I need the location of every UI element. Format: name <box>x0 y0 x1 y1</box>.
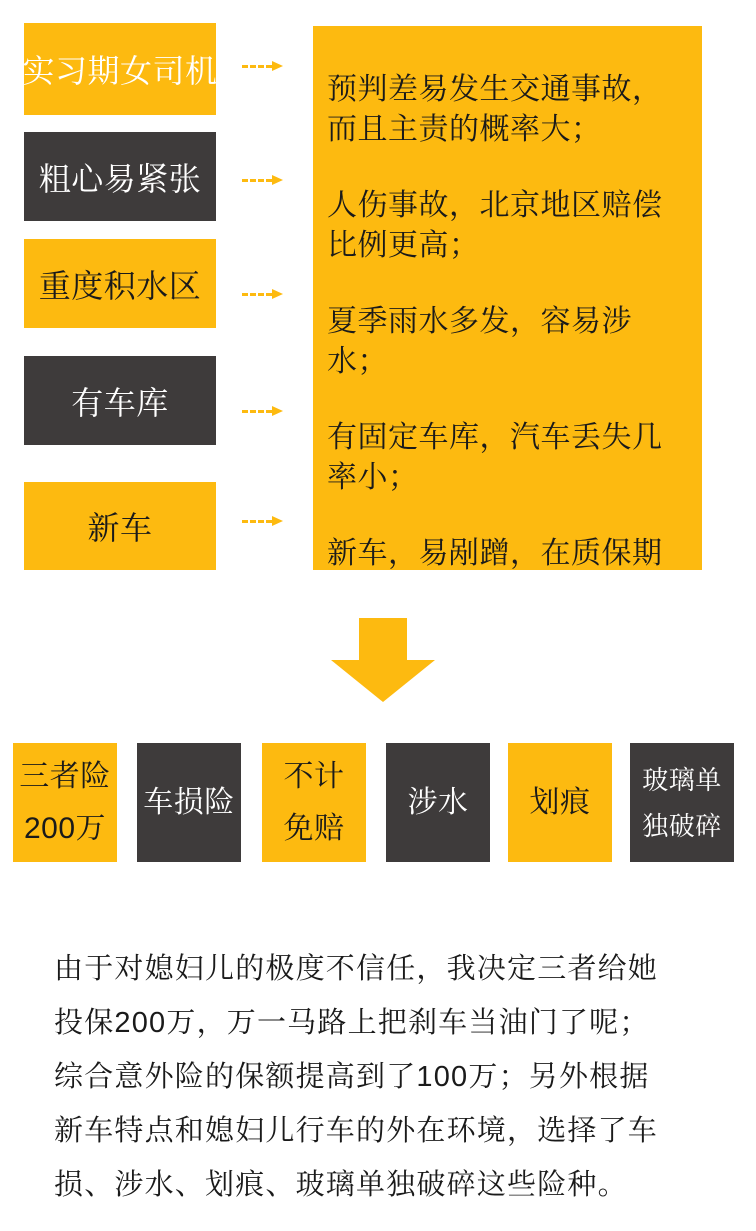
arrow-head <box>272 406 283 416</box>
explanation-paragraph: 新车，易剐蹭，在质保期 <box>327 537 663 570</box>
arrow-head <box>272 516 283 526</box>
coverage-label: 车损险 <box>143 785 235 819</box>
dashed-arrow-icon <box>242 175 283 187</box>
dashed-arrow-icon <box>242 406 283 418</box>
coverage-label: 独破碎 <box>642 810 722 841</box>
coverage-box-wading <box>386 743 490 862</box>
explanation-paragraph: 有固定车库，汽车丢失几率小； <box>327 421 663 494</box>
footer-line: 投保200万，万一马路上把刹车当油门了呢； <box>54 1007 650 1039</box>
down-arrow-icon <box>331 618 435 702</box>
arrow-dash <box>242 179 272 182</box>
coverage-box-third-party <box>13 743 117 862</box>
coverage-box-deductible-waiver <box>262 743 366 862</box>
factor-box-flood-area: 重度积水区 <box>24 239 216 328</box>
arrow-dash <box>242 520 272 523</box>
coverage-label: 不计 <box>283 759 345 793</box>
arrow-head <box>272 289 283 299</box>
coverage-box-vehicle-damage <box>137 743 241 862</box>
factor-box-has-garage: 有车库 <box>24 356 216 445</box>
footer-line: 新车特点和媳妇儿行车的外在环境，选择了车 <box>54 1115 659 1147</box>
dashed-arrow-icon <box>242 516 283 528</box>
explanation-paragraph: 预判差易发生交通事故，而且主责的概率大； <box>327 73 663 146</box>
coverage-label: 涉水 <box>407 785 469 819</box>
coverage-box-scratch <box>508 743 612 862</box>
dashed-arrow-icon <box>242 61 283 73</box>
factor-box-novice-female-driver: 实习期女司机 <box>24 23 216 115</box>
coverage-label: 免赔 <box>283 811 345 845</box>
coverage-label: 200万 <box>23 811 107 845</box>
explanation-paragraph: 夏季雨水多发，容易涉水； <box>327 305 632 378</box>
coverage-label: 划痕 <box>529 785 591 819</box>
arrow-dash <box>242 293 272 296</box>
footer-line: 综合意外险的保额提高到了100万；另外根据 <box>54 1061 650 1093</box>
explanation-paragraph: 人伤事故，北京地区赔偿比例更高； <box>327 189 663 262</box>
arrow-head <box>272 61 283 71</box>
coverage-label: 三者险 <box>19 759 111 793</box>
coverage-box-glass-breakage <box>630 743 734 862</box>
factor-box-new-car: 新车 <box>24 482 216 570</box>
factor-box-careless-nervous: 粗心易紧张 <box>24 132 216 221</box>
arrow-dash <box>242 410 272 413</box>
footer-line: 由于对媳妇儿的极度不信任，我决定三者给她 <box>54 953 659 985</box>
arrow-dash <box>242 65 272 68</box>
footer-line: 损、涉水、划痕、玻璃单独破碎这些险种。 <box>54 1169 628 1201</box>
coverage-label: 玻璃单 <box>642 764 722 795</box>
explanation-panel <box>313 26 702 570</box>
dashed-arrow-icon <box>242 289 283 301</box>
arrow-head <box>272 175 283 185</box>
footer-paragraph <box>54 942 706 1212</box>
